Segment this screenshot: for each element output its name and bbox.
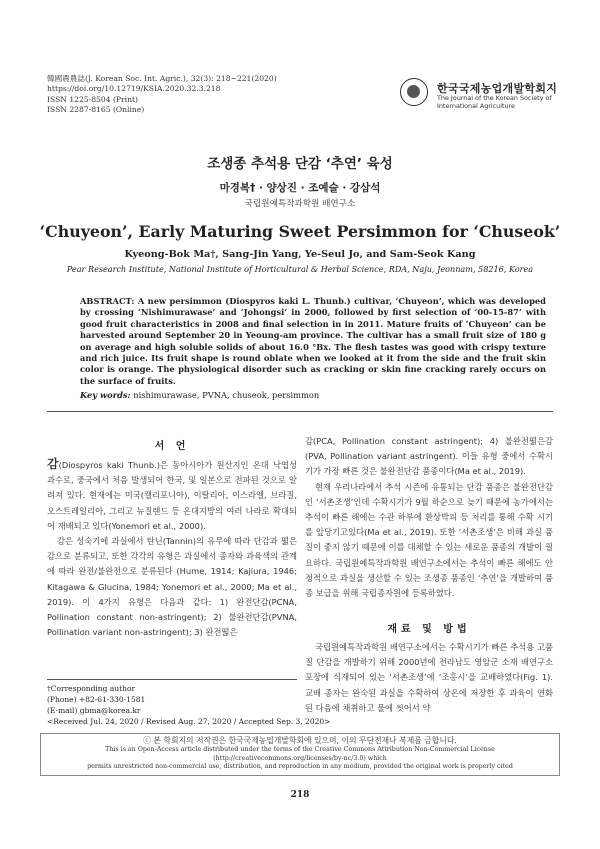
society-name-ko: 한국국제농업개발학회지 [437,82,558,95]
society-name-en: The Journal of the Korean Society of International Agriculture [437,94,552,110]
right-paragraph-2: 현재 우리나라에서 추석 시즌에 유통되는 단감 품종은 불완전단감인 ‘서촌조생’인데 수확시기가 9월 하순으로 늦기 때문에 농가에서는 추석이 빠른 해에는 수관 하부에 환상박피 등 처리를 통해 수확 시기를 앞당기고있다(Ma et al., 2019). 또한 ‘서촌조생’은 비해 과실 품질이 좋지 않기 때문에 이를 대체할 수 있는 새로운 품종의 개발이 필요하다. 국립원예특작과학원 배연구소에서는 추석이 빠른 해에도 안정적으로 과실을 생산할 수 있는 조생종 품종인 ‘추연’을 개발하여 품종 보급을 위해 국립종자원에 등록하였다. [305,481,553,599]
journal-header [47,74,277,115]
keywords [80,390,546,400]
page-number: 218 [290,790,310,800]
right-column-lower [305,640,553,716]
issn-online: ISSN 2287-8165 (Online) [47,104,145,114]
author-email[interactable]: (E-mail) gbma@korea.kr [47,706,141,715]
doi-link[interactable]: https://doi.org/10.12719/KSIA.2020.32.3.218 [47,84,221,94]
affiliation-english: Pear Research Institute, National Institute of Horticultural & Herbal Science, RDA, Naju, Jeonnam, 58216, Korea [66,264,534,274]
copyright-notice: ⓒ 본 학회지의 저작권은 한국국제농업개발학회에 있으며, 이의 무단전재나 복제를 금합니다. [143,736,457,745]
corresponding-author: †Corresponding author [47,684,136,693]
right-paragraph-3: 국립원예특작과학원 배연구소에서는 수확시기가 빠른 추석용 고품질 단감을 개발하기 위해 2000년에 전라남도 영암군 소재 배연구소 포장에 식재되어 있는 ‘서촌조생’에 ‘조홍시’을 교배하였다(Fig. 1). 교배 종자는 완숙된 과실을 수확하여 상온에 저장한 후 과육이 연화된 다음에 채취하고 물에 씻어서 약 [305,642,553,713]
intro-heading: 서 언 [154,441,190,452]
abstract-divider [47,411,553,412]
left-column [47,457,297,640]
society-logo-icon [400,78,428,106]
title-english: ‘Chuyeon’, Early Maturing Sweet Persimmon for ‘Chuseok’ [39,222,561,241]
title-korean: 조생종 추석용 단감 ‘추연’ 육성 [207,156,393,172]
intro-paragraph-2: 감은 성숙기에 과실에서 탄닌(Tannin)의 유무에 따라 단감과 떫은감으로 분류되고, 또한 각각의 유형은 과실에서 종자와 과육색의 관계에 따라 완전/불완전으로 분류된다 (Hume, 1914; Kajiura, 1946; Kitagawa & Glucina, 1984; Yonemori et al., 2000; Ma et al., 2019). 이 4가지 유형은 다음과 같다: 1) 완전단감(PCNA, Pollination constant non-astringent); 2) 불완전단감(PVNA, Pollination variant non-astringent); 3) 완전떫은 [47,536,297,638]
issn-print: ISSN 1225-8504 (Print) [47,94,138,104]
intro-paragraph-1: 감(Diospyros kaki Thunb.)은 동아시아가 원산지인 온대 낙엽성 과수로, 중국에서 처음 발생되어 한국, 및 일본으로 전파된 것으로 알려져 있다. 현재에는 미국(캘리포니아), 이탈리아, 이스라엘, 브라질, 오스트레일리아, 그리고 뉴질랜드 등 온대지방의 여러 나라로 확대되어 재배되고 있다(Yonemori et al., 2000). [47,457,297,531]
materials-heading: 재료 및 방법 [387,624,471,635]
right-paragraph-1: 감(PCA, Pollination constant astringent); 4) 불완전떫은감(PVA, Pollination variant astringent). 이들 유형 중에서 수확시기가 가장 빠른 것은 불완전단감 품종이다(Ma et al., 2019). [305,436,553,477]
abstract: ABSTRACT: A new persimmon (Diospyros kaki L. Thunb.) cultivar, ‘Chuyeon’, which was developed by crossing ‘Nishimurawase’ and ‘Johongsi’ in 2000, followed by first selection of ‘00-15-87’ with good fruit characteristics in 2008 and final selection in in 2011. Mature fruits of ‘Chuyeon’ can be harvested around September 20 in Yeoung-am province. The cultivar has a small fruit size of 180 g on average and high soluble solids of about 16.0 °Bx. The flesh tastes was good with crispy texture and rich juice. Its fruit shape is round oblate when we looked at it from the side and the fruit skin color is orange. The physiological disorder such as cracking or skin fine cracking rarely occurs on the surface of fruits. [80,296,546,386]
footnotes [47,683,330,727]
intro-dropcap: 감 [47,457,59,471]
authors-korean: 마경복† · 양상진 · 조예슬 · 강삼석 [219,182,381,194]
footnote-divider [47,679,297,680]
author-phone: (Phone) +82-61-330-1581 [47,695,146,704]
keywords-list: nishimurawase, PVNA, chuseok, persimmon [133,390,320,400]
authors-english: Kyeong-Bok Ma†, Sang-Jin Yang, Ye-Seul Jo, and Sam-Seok Kang [124,249,476,260]
journal-citation: 韓國農農誌(J. Korean Soc. Int. Agric.), 32(3): 218~221(2020) [47,74,277,83]
license-line-1: This is an Open-Access article distributed under the terms of the Creative Commons Attribution Non-Commercial License (http://creativecommons.org/licenses/by-nc/3.0) which [105,746,495,762]
license-line-2: permits unrestricted non-commercial use, distribution, and reproduction in any medium, provided the original work is properly cited [87,763,513,770]
license-box [40,733,560,776]
right-column [305,434,553,601]
affiliation-korean: 국립원예특작과학원 배연구소 [244,199,356,209]
keywords-label: Key words: [80,390,131,400]
received-dates: <Received Jul. 24, 2020 / Revised Aug. 27, 2020 / Accepted Sep. 3, 2020> [47,717,331,726]
